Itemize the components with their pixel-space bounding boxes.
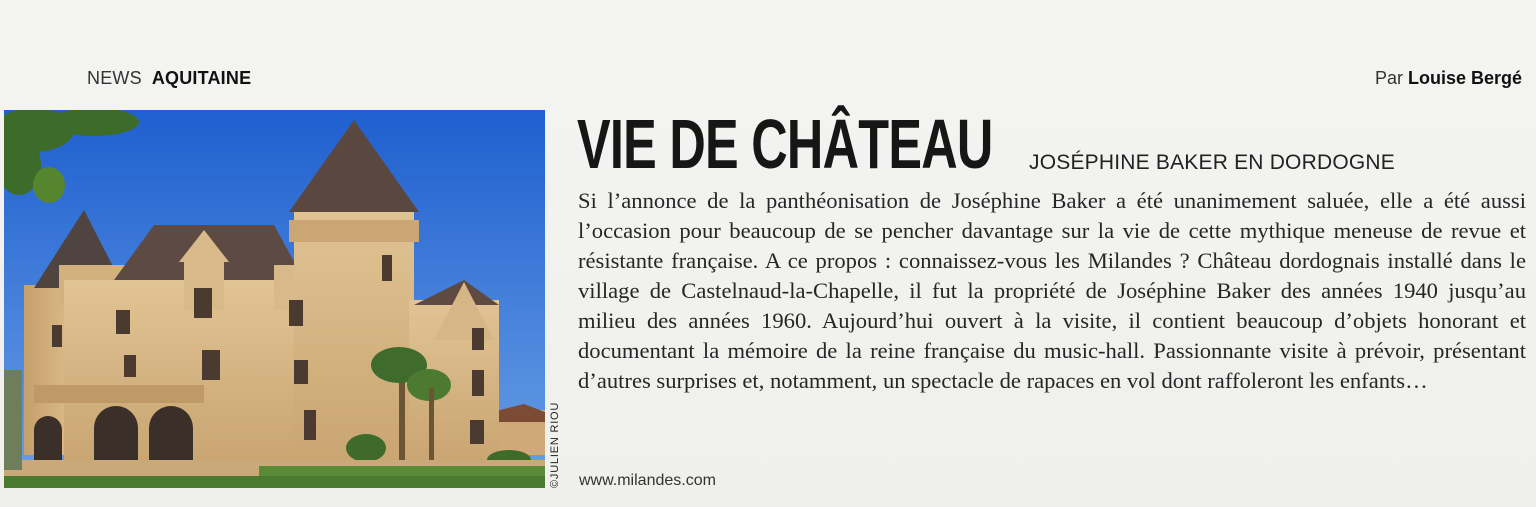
byline [1375, 68, 1522, 89]
article-body: Si l’annonce de la panthéonisation de Joséphine Baker a été unanimement saluée, elle a été aussi l’occasion pour beaucoup de se pencher davantage sur la vie de cette mythique meneuse de revue et résistante française. A ce propos : connaissez-vous les Milandes ? Château dordognais installé dans le village de Castelnaud-la-Chapelle, il fut la propriété de Joséphine Baker des années 1940 jusqu’au milieu des années 1960. Aujourd’hui ouvert à la visite, il contient beaucoup d’objets honorant et documentant la mémoire de la reine française du music-hall. Passionnante visite à prévoir, présentant d’autres surprises et, notamment, un spectacle de rapaces en vol dont raffoleront les enfants… [578, 188, 1526, 393]
article-url[interactable]: www.milandes.com [579, 472, 716, 489]
photo-credit [548, 388, 564, 488]
chateau-photo [4, 110, 545, 488]
byline-prefix: Par [1374, 68, 1403, 88]
author-name: Louise Bergé [1407, 68, 1522, 88]
chateau-illustration [4, 110, 545, 488]
section-label: NEWS [87, 68, 142, 88]
article-subtitle: JOSÉPHINE BAKER EN DORDOGNE [1029, 151, 1395, 174]
section-header [87, 68, 251, 89]
region-label: AQUITAINE [151, 68, 252, 88]
photo-credit-text: ©JULIEN RIOU [549, 401, 561, 488]
article-title: VIE DE CHÂTEAU [577, 105, 993, 183]
